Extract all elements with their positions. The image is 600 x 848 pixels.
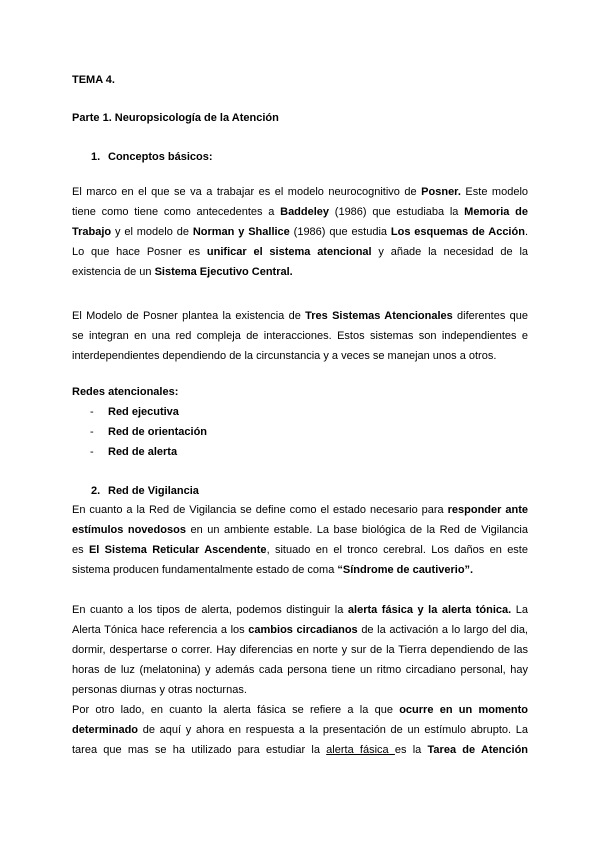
paragraph-posner-model xyxy=(72,182,528,282)
tema-heading: TEMA 4. xyxy=(72,74,115,86)
redes-title: Redes atencionales: xyxy=(72,386,179,398)
text-line: se integran en una red compleja de interacciones. Estos sistemas son independientes e xyxy=(72,330,528,342)
text-line: El marco en el que se va a trabajar es el modelo neurocognitivo de Posner. Este modelo xyxy=(72,186,529,198)
text-line: dormir, despertarse o correr. Hay diferencias en norte y sur de la Tierra dependiendo de las xyxy=(72,644,528,656)
paragraph-tipos-alerta xyxy=(72,600,528,760)
bullet: - xyxy=(90,426,94,438)
text-line: En cuanto a la Red de Vigilancia se define como el estado necesario para responder ante xyxy=(72,504,528,516)
section-2-number: 2. xyxy=(91,485,101,497)
section-1-title: Conceptos básicos: xyxy=(108,151,213,163)
text-line: Por otro lado, en cuanto la alerta fásica se refiere a la que ocurre en un momento xyxy=(72,704,528,716)
text-line: interdependientes dependiendo de la circunstancia y a veces se manejan unos a otros. xyxy=(72,350,497,362)
text-line: Alerta Tónica hace referencia a los cambios circadianos de la activación a lo largo del dia, xyxy=(72,624,528,636)
text-line: El Modelo de Posner plantea la existencia de Tres Sistemas Atencionales diferentes que xyxy=(72,310,528,322)
text-line: personas diurnas y otras nocturnas. xyxy=(72,684,247,696)
section-1-number: 1. xyxy=(91,151,101,163)
paragraph-tres-sistemas xyxy=(72,306,528,366)
text-line: Trabajo y el modelo de Norman y Shallice (1986) que estudia Los esquemas de Acción. xyxy=(72,226,528,238)
bullet: - xyxy=(90,446,94,458)
text-line: tiene como tiene como antecedentes a Baddeley (1986) que estudiaba la Memoria de xyxy=(72,206,528,218)
paragraph-red-vigilancia xyxy=(72,500,528,580)
text-line: horas de luz (melatonina) y además cada persona tiene un ritmo circadiano personal, hay xyxy=(72,664,528,676)
section-2-title: Red de Vigilancia xyxy=(108,485,199,497)
bullet: - xyxy=(90,406,94,418)
text-line: En cuanto a los tipos de alerta, podemos distinguir la alerta fásica y la alerta tónica. La xyxy=(72,604,529,616)
text-line: estímulos novedosos en un ambiente estable. La base biológica de la Red de Vigilancia xyxy=(72,524,528,536)
parte-heading: Parte 1. Neuropsicología de la Atención xyxy=(72,112,279,124)
list-item: Red de orientación xyxy=(108,426,208,438)
text-line: existencia de un Sistema Ejecutivo Central. xyxy=(72,266,293,278)
list-item: Red ejecutiva xyxy=(108,406,179,418)
text-line: Lo que hace Posner es unificar el sistema atencional y añade la necesidad de la xyxy=(72,246,529,258)
text-line: es El Sistema Reticular Ascendente, situado en el tronco cerebral. Los daños en este xyxy=(72,544,528,556)
text-line: tarea que mas se ha utilizado para estudiar la alerta fásica es la Tarea de Atención xyxy=(72,744,529,756)
text-line: sistema producen fundamentalmente estado de coma “Síndrome de cautiverio”. xyxy=(72,564,474,576)
list-item: Red de alerta xyxy=(108,446,178,458)
text-line: determinado de aquí y ahora en respuesta a la presentación de un estímulo abrupto. La xyxy=(72,724,528,736)
